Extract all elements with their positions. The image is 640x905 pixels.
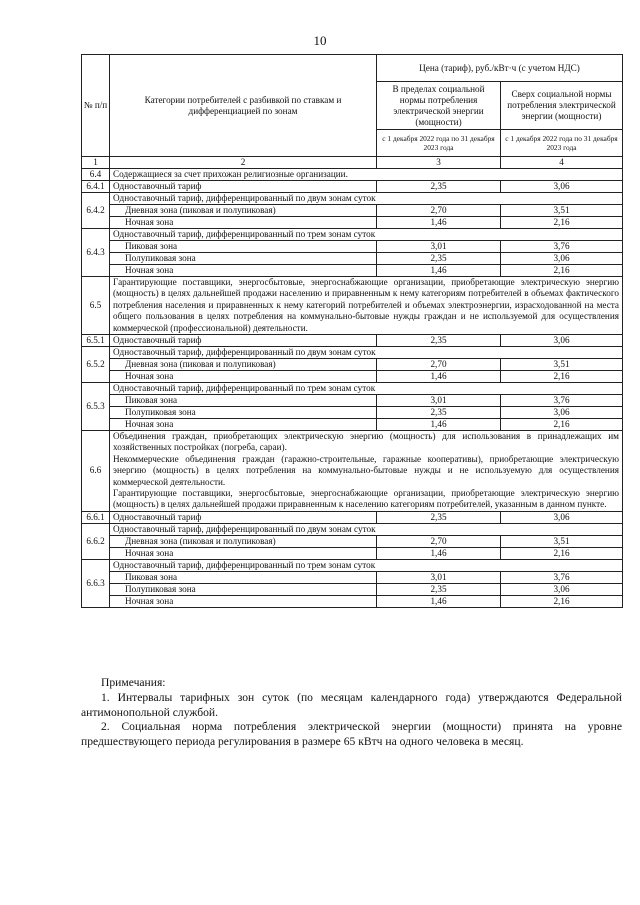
price-within: 3,01 <box>377 571 501 583</box>
section-title: Гарантирующие поставщики, энергосбытовые, энергоснабжающие организации, приобретающие электрическую энергию (мощность) в целях дальнейшей продажи населению и приравненным к нему категориям потребителей в объемах фактического потребления населения и приравненных к нему категорий потребителей и объемах электроэнергии, израсходованной на места общего пользования в целях потребления на коммунально-бытовые нужды граждан и не используемой для осуществления коммерческой (профессиональной) деятельности. <box>110 277 623 335</box>
header-col-within: В пределах социальной нормы потребления электрической энергии (мощности) <box>377 82 501 130</box>
price-above: 2,16 <box>501 217 623 229</box>
price-within: 1,46 <box>377 265 501 277</box>
price-above: 3,76 <box>501 395 623 407</box>
price-within: 1,46 <box>377 419 501 431</box>
price-within: 1,46 <box>377 595 501 607</box>
price-within: 2,35 <box>377 511 501 523</box>
row-num: 6.5.2 <box>82 347 110 383</box>
price-within: 1,46 <box>377 371 501 383</box>
price-within: 2,70 <box>377 205 501 217</box>
header-period-within: с 1 декабря 2022 года по 31 декабря 2023 года <box>377 130 501 157</box>
price-above: 2,16 <box>501 371 623 383</box>
price-above: 3,06 <box>501 407 623 419</box>
page-number: 10 <box>313 33 327 48</box>
price-above: 3,51 <box>501 359 623 371</box>
header-index-2: 2 <box>110 157 377 169</box>
header-col-category: Категории потребителей с разбивкой по ставкам и дифференциацией по зонам <box>110 55 377 157</box>
price-above: 3,06 <box>501 181 623 193</box>
price-above: 3,06 <box>501 583 623 595</box>
day-zone-label: Дневная зона (пиковая и полупиковая) <box>110 205 377 217</box>
price-within: 1,46 <box>377 217 501 229</box>
row-num: 6.4.1 <box>82 181 110 193</box>
section-title: Содержащиеся за счет прихожан религиозные организации. <box>110 169 623 181</box>
peak-zone-label: Пиковая зона <box>110 571 377 583</box>
header-index-3: 3 <box>377 157 501 169</box>
two-zone-label: Одноставочный тариф, дифференцированный по двум зонам суток <box>110 523 623 535</box>
header-index-1: 1 <box>82 157 110 169</box>
price-above: 3,76 <box>501 571 623 583</box>
three-zone-label: Одноставочный тариф, дифференцированный по трем зонам суток <box>110 559 623 571</box>
night-zone-label: Ночная зона <box>110 265 377 277</box>
row-num: 6.6 <box>82 431 110 512</box>
price-within: 1,46 <box>377 547 501 559</box>
notes-title: Примечания: <box>101 676 166 689</box>
price-above: 2,16 <box>501 419 623 431</box>
two-zone-label: Одноставочный тариф, дифференцированный по двум зонам суток <box>110 347 623 359</box>
price-within: 2,35 <box>377 181 501 193</box>
price-within: 2,35 <box>377 407 501 419</box>
single-rate-label: Одноставочный тариф <box>110 181 377 193</box>
section-paragraph: Некоммерческие объединения граждан (гаражно-строительные, гаражные кооперативы), приобретающие электрическую энергию (мощность) в целях потребления на коммунально-бытовые нужды и не используемую для осуществления коммерческой деятельности. <box>113 453 619 487</box>
header-col-num: № п/п <box>82 55 110 157</box>
row-num: 6.4.3 <box>82 229 110 277</box>
price-within: 2,70 <box>377 535 501 547</box>
row-num: 6.5 <box>82 277 110 335</box>
semi-peak-zone-label: Полупиковая зона <box>110 407 377 419</box>
day-zone-label: Дневная зона (пиковая и полупиковая) <box>110 535 377 547</box>
peak-zone-label: Пиковая зона <box>110 395 377 407</box>
header-col-above: Сверх социальной нормы потребления электрической энергии (мощности) <box>501 82 623 130</box>
price-above: 2,16 <box>501 595 623 607</box>
tariff-table <box>81 54 623 608</box>
price-within: 3,01 <box>377 241 501 253</box>
header-period-above: с 1 декабря 2022 года по 31 декабря 2023 года <box>501 130 623 157</box>
price-above: 3,06 <box>501 511 623 523</box>
single-rate-label: Одноставочный тариф <box>110 335 377 347</box>
section-description <box>110 431 623 512</box>
price-above: 3,06 <box>501 253 623 265</box>
two-zone-label: Одноставочный тариф, дифференцированный по двум зонам суток <box>110 193 623 205</box>
note-item-1: 1. Интервалы тарифных зон суток (по месяцам календарного года) утверждаются Федеральной антимонопольной службой. <box>81 690 622 719</box>
price-above: 3,51 <box>501 535 623 547</box>
row-num: 6.5.1 <box>82 335 110 347</box>
peak-zone-label: Пиковая зона <box>110 241 377 253</box>
price-within: 2,35 <box>377 335 501 347</box>
semi-peak-zone-label: Полупиковая зона <box>110 253 377 265</box>
header-col-price: Цена (тариф), руб./кВт·ч (с учетом НДС) <box>377 55 623 82</box>
night-zone-label: Ночная зона <box>110 419 377 431</box>
night-zone-label: Ночная зона <box>110 547 377 559</box>
row-num: 6.6.3 <box>82 559 110 607</box>
price-above: 3,51 <box>501 205 623 217</box>
note-item-2: 2. Социальная норма потребления электрической энергии (мощности) принята на уровне предшествующего периода регулирования в размере 65 кВтч на одного человека в месяц. <box>81 720 622 749</box>
three-zone-label: Одноставочный тариф, дифференцированный по трем зонам суток <box>110 229 623 241</box>
price-above: 2,16 <box>501 265 623 277</box>
row-num: 6.5.3 <box>82 383 110 431</box>
notes <box>81 676 622 750</box>
day-zone-label: Дневная зона (пиковая и полупиковая) <box>110 359 377 371</box>
section-paragraph: Объединения граждан, приобретающих электрическую энергию (мощность) для использования в принадлежащих им хозяйственных постройках (погреба, сараи). <box>113 431 619 453</box>
single-rate-label: Одноставочный тариф <box>110 511 377 523</box>
night-zone-label: Ночная зона <box>110 217 377 229</box>
row-num: 6.4.2 <box>82 193 110 229</box>
price-within: 3,01 <box>377 395 501 407</box>
section-paragraph: Гарантирующие поставщики, энергосбытовые, энергоснабжающие организации, приобретающие электрическую энергию (мощность) в целях дальнейшей продажи приравненным к населению категориям потребителей, указанным в данном пункте. <box>113 488 619 510</box>
semi-peak-zone-label: Полупиковая зона <box>110 583 377 595</box>
price-within: 2,35 <box>377 253 501 265</box>
night-zone-label: Ночная зона <box>110 371 377 383</box>
row-num: 6.6.2 <box>82 523 110 559</box>
row-num: 6.6.1 <box>82 511 110 523</box>
price-within: 2,35 <box>377 583 501 595</box>
price-above: 3,06 <box>501 335 623 347</box>
night-zone-label: Ночная зона <box>110 595 377 607</box>
price-above: 2,16 <box>501 547 623 559</box>
header-index-4: 4 <box>501 157 623 169</box>
price-above: 3,76 <box>501 241 623 253</box>
price-within: 2,70 <box>377 359 501 371</box>
three-zone-label: Одноставочный тариф, дифференцированный по трем зонам суток <box>110 383 623 395</box>
row-num: 6.4 <box>82 169 110 181</box>
